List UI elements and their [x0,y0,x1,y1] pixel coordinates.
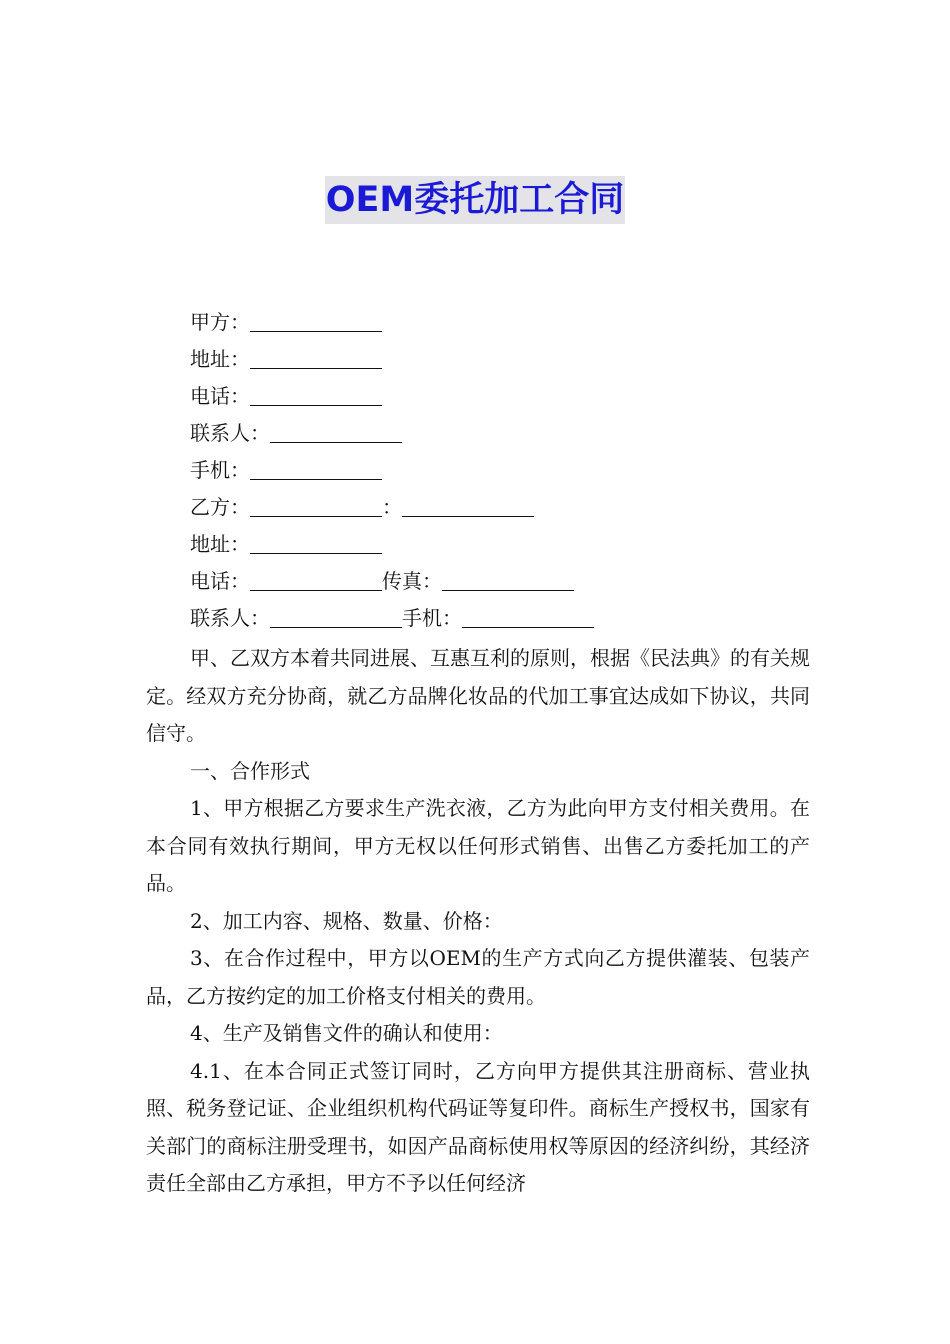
party-b-mobile-blank [462,605,594,628]
party-b-address-label: 地址： [190,532,250,556]
clause-2: 2、加工内容、规格、数量、价格： [190,908,503,933]
party-a-mobile-blank [250,457,382,480]
party-b-contact-mobile-field [190,600,830,637]
party-b-colon: ： [382,495,402,519]
party-b-phone-label: 电话： [190,569,250,593]
party-a-label: 甲方： [190,310,250,334]
intro-paragraph: 甲、乙双方本着共同进展、互惠互利的原则，根据《民法典》的有关规定。经双方充分协商，就乙方品牌化妆品的代加工事宜达成如下协议，共同信守。 [146,646,810,745]
party-b-fax-blank [442,568,574,591]
party-info-block [190,304,830,637]
party-b-phone-fax-field [190,563,830,600]
party-b-extra-blank [402,494,534,517]
party-b-blank [250,494,382,517]
party-a-address-field [190,341,830,378]
party-a-contact-field [190,415,830,452]
party-a-address-label: 地址： [190,347,250,371]
document-title-block [0,176,950,224]
contract-body [146,640,810,1203]
party-b-address-field [190,526,830,563]
party-a-phone-blank [250,383,382,406]
party-a-blank [250,309,382,332]
document-title: OEM委托加工合同 [325,176,626,224]
party-a-contact-blank [270,420,402,443]
clause-4-1: 4.1、在本合同正式签订同时，乙方向甲方提供其注册商标、营业执照、税务登记证、企业组织机构代码证等复印件。商标生产授权书，国家有关部门的商标注册受理书，如因产品商标使用权等原因的经济纠纷，其经济责任全部由乙方承担，甲方不予以任何经济 [146,1058,810,1195]
clause-1: 1、甲方根据乙方要求生产洗衣液，乙方为此向甲方支付相关费用。在本合同有效执行期间，甲方无权以任何形式销售、出售乙方委托加工的产品。 [146,796,810,895]
party-a-address-blank [250,346,382,369]
party-b-contact-blank [270,605,402,628]
party-a-name-field [190,304,830,341]
party-b-name-field [190,489,830,526]
party-a-phone-field [190,378,830,415]
party-b-address-blank [250,531,382,554]
party-b-contact-label: 联系人： [190,606,270,630]
party-a-mobile-label: 手机： [190,458,250,482]
party-b-label: 乙方： [190,495,250,519]
party-a-contact-label: 联系人： [190,421,270,445]
party-b-phone-blank [250,568,382,591]
clause-4: 4、生产及销售文件的确认和使用： [190,1021,503,1045]
party-b-fax-label: 传真： [382,569,442,593]
party-a-phone-label: 电话： [190,384,250,408]
party-a-mobile-field [190,452,830,489]
clause-3: 3、在合作过程中，甲方以OEM的生产方式向乙方提供灌装、包装产品，乙方按约定的加工价格支付相关的费用。 [146,946,810,1008]
party-b-mobile-label: 手机： [402,606,462,630]
section-1-heading: 一、合作形式 [190,758,310,783]
